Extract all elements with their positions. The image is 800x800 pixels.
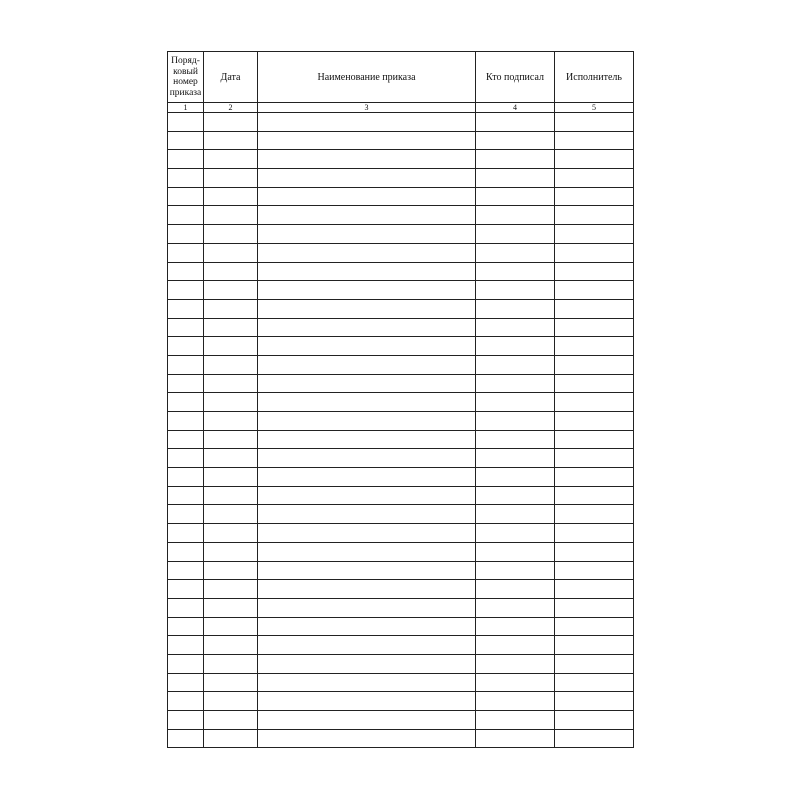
table-row: [168, 542, 634, 561]
table-cell: [476, 617, 555, 636]
table-row: [168, 374, 634, 393]
table-cell: [168, 636, 204, 655]
table-cell: [204, 374, 258, 393]
table-cell: [555, 524, 634, 543]
table-cell: [204, 486, 258, 505]
table-cell: [204, 449, 258, 468]
table-cell: [258, 187, 476, 206]
table-cell: [204, 150, 258, 169]
table-cell: [258, 355, 476, 374]
table-cell: [555, 206, 634, 225]
table-cell: [476, 355, 555, 374]
table-cell: [258, 318, 476, 337]
table-cell: [258, 449, 476, 468]
table-cell: [555, 729, 634, 748]
table-cell: [168, 692, 204, 711]
table-cell: [204, 524, 258, 543]
table-cell: [476, 654, 555, 673]
table-cell: [168, 598, 204, 617]
table-cell: [476, 262, 555, 281]
table-cell: [168, 225, 204, 244]
table-cell: [555, 580, 634, 599]
table-cell: [476, 412, 555, 431]
table-row: [168, 131, 634, 150]
table-cell: [476, 337, 555, 356]
header-row: [168, 52, 634, 103]
table-row: [168, 692, 634, 711]
table-cell: [204, 187, 258, 206]
table-cell: [204, 636, 258, 655]
table-cell: [168, 505, 204, 524]
header-order-name: Наименование приказа: [258, 52, 476, 103]
table-cell: [204, 673, 258, 692]
table-cell: [258, 131, 476, 150]
table-cell: [555, 355, 634, 374]
table-cell: [168, 318, 204, 337]
table-cell: [555, 113, 634, 132]
table-cell: [204, 206, 258, 225]
table-cell: [476, 299, 555, 318]
table-cell: [258, 617, 476, 636]
table-cell: [168, 524, 204, 543]
table-cell: [555, 598, 634, 617]
table-cell: [168, 169, 204, 188]
header-order-number: Поряд- ковый номер приказа: [168, 52, 204, 103]
table-cell: [555, 299, 634, 318]
table-cell: [555, 673, 634, 692]
table-cell: [204, 131, 258, 150]
table-cell: [168, 561, 204, 580]
table-cell: [476, 131, 555, 150]
table-row: [168, 206, 634, 225]
table-cell: [204, 468, 258, 487]
table-row: [168, 505, 634, 524]
table-cell: [476, 486, 555, 505]
table-cell: [258, 113, 476, 132]
table-cell: [168, 355, 204, 374]
table-cell: [204, 318, 258, 337]
table-cell: [258, 580, 476, 599]
header-date: Дата: [204, 52, 258, 103]
table-row: [168, 113, 634, 132]
table-cell: [476, 729, 555, 748]
table-cell: [168, 412, 204, 431]
table-cell: [555, 654, 634, 673]
table-row: [168, 262, 634, 281]
table-cell: [555, 636, 634, 655]
table-cell: [204, 654, 258, 673]
table-cell: [204, 243, 258, 262]
column-number: 5: [555, 103, 634, 113]
table-cell: [476, 150, 555, 169]
table-cell: [258, 393, 476, 412]
table-cell: [258, 654, 476, 673]
table-cell: [258, 169, 476, 188]
table-cell: [204, 113, 258, 132]
table-cell: [168, 617, 204, 636]
table-cell: [555, 281, 634, 300]
table-cell: [168, 673, 204, 692]
table-row: [168, 337, 634, 356]
table-row: [168, 673, 634, 692]
table-cell: [476, 169, 555, 188]
table-cell: [204, 580, 258, 599]
table-cell: [555, 225, 634, 244]
table-cell: [168, 150, 204, 169]
table-cell: [168, 262, 204, 281]
table-cell: [258, 598, 476, 617]
table-cell: [555, 542, 634, 561]
table-cell: [555, 150, 634, 169]
table-cell: [258, 243, 476, 262]
table-cell: [168, 299, 204, 318]
table-cell: [168, 729, 204, 748]
table-row: [168, 430, 634, 449]
table-cell: [258, 561, 476, 580]
table-cell: [168, 393, 204, 412]
table-cell: [476, 524, 555, 543]
table-cell: [168, 243, 204, 262]
orders-register-table: [167, 51, 634, 748]
table-cell: [258, 225, 476, 244]
table-cell: [204, 412, 258, 431]
table-cell: [204, 617, 258, 636]
table-cell: [476, 598, 555, 617]
table-row: [168, 468, 634, 487]
table-cell: [258, 430, 476, 449]
table-row: [168, 225, 634, 244]
table-cell: [258, 729, 476, 748]
table-row: [168, 449, 634, 468]
table-cell: [258, 505, 476, 524]
table-row: [168, 393, 634, 412]
table-cell: [258, 542, 476, 561]
table-cell: [168, 542, 204, 561]
table-cell: [204, 430, 258, 449]
table-cell: [476, 113, 555, 132]
table-cell: [168, 113, 204, 132]
table-cell: [204, 299, 258, 318]
column-number: 3: [258, 103, 476, 113]
table-cell: [204, 542, 258, 561]
table-cell: [258, 468, 476, 487]
table-cell: [476, 225, 555, 244]
table-row: [168, 729, 634, 748]
table-cell: [258, 692, 476, 711]
table-row: [168, 243, 634, 262]
table-cell: [258, 636, 476, 655]
table-cell: [204, 692, 258, 711]
table-row: [168, 711, 634, 730]
table-cell: [476, 374, 555, 393]
table-cell: [476, 243, 555, 262]
table-cell: [476, 393, 555, 412]
table-cell: [476, 505, 555, 524]
register-body: [168, 113, 634, 748]
table-cell: [168, 187, 204, 206]
table-cell: [258, 374, 476, 393]
table-cell: [258, 262, 476, 281]
table-row: [168, 636, 634, 655]
table-cell: [555, 374, 634, 393]
table-cell: [555, 262, 634, 281]
table-cell: [555, 711, 634, 730]
table-cell: [204, 393, 258, 412]
table-cell: [555, 243, 634, 262]
table-cell: [555, 412, 634, 431]
table-cell: [204, 225, 258, 244]
table-cell: [168, 449, 204, 468]
table-cell: [168, 486, 204, 505]
table-cell: [258, 673, 476, 692]
table-cell: [168, 374, 204, 393]
table-cell: [555, 449, 634, 468]
table-cell: [555, 131, 634, 150]
table-cell: [204, 337, 258, 356]
table-cell: [258, 150, 476, 169]
table-cell: [168, 468, 204, 487]
table-cell: [476, 449, 555, 468]
table-cell: [476, 542, 555, 561]
table-cell: [258, 206, 476, 225]
table-cell: [258, 711, 476, 730]
header-signed-by: Кто подписал: [476, 52, 555, 103]
table-cell: [555, 692, 634, 711]
table-cell: [258, 299, 476, 318]
table-row: [168, 654, 634, 673]
table-cell: [258, 337, 476, 356]
header-executor: Исполнитель: [555, 52, 634, 103]
table-cell: [476, 430, 555, 449]
table-cell: [168, 711, 204, 730]
table-cell: [476, 636, 555, 655]
table-cell: [204, 169, 258, 188]
table-cell: [258, 412, 476, 431]
table-cell: [476, 561, 555, 580]
table-cell: [168, 337, 204, 356]
table-row: [168, 524, 634, 543]
table-cell: [204, 281, 258, 300]
table-cell: [555, 337, 634, 356]
table-cell: [476, 468, 555, 487]
table-cell: [204, 711, 258, 730]
table-cell: [555, 617, 634, 636]
table-cell: [555, 318, 634, 337]
table-row: [168, 187, 634, 206]
column-number: 4: [476, 103, 555, 113]
table-cell: [555, 169, 634, 188]
table-row: [168, 617, 634, 636]
table-row: [168, 169, 634, 188]
table-cell: [168, 281, 204, 300]
table-cell: [476, 673, 555, 692]
table-cell: [555, 468, 634, 487]
table-row: [168, 486, 634, 505]
table-cell: [258, 486, 476, 505]
table-cell: [476, 206, 555, 225]
table-cell: [204, 262, 258, 281]
table-cell: [476, 187, 555, 206]
table-cell: [555, 187, 634, 206]
table-cell: [258, 524, 476, 543]
table-cell: [204, 598, 258, 617]
table-cell: [168, 430, 204, 449]
table-row: [168, 299, 634, 318]
column-number: 1: [168, 103, 204, 113]
table-cell: [555, 505, 634, 524]
table-cell: [168, 654, 204, 673]
table-cell: [476, 281, 555, 300]
table-cell: [555, 561, 634, 580]
table-row: [168, 561, 634, 580]
column-number-row: [168, 103, 634, 113]
table-cell: [476, 711, 555, 730]
table-cell: [204, 729, 258, 748]
table-cell: [258, 281, 476, 300]
table-cell: [204, 505, 258, 524]
table-cell: [555, 486, 634, 505]
table-cell: [555, 430, 634, 449]
table-row: [168, 318, 634, 337]
table-row: [168, 412, 634, 431]
table-row: [168, 281, 634, 300]
table-cell: [204, 355, 258, 374]
table-cell: [204, 561, 258, 580]
table-cell: [476, 580, 555, 599]
column-number: 2: [204, 103, 258, 113]
table-row: [168, 355, 634, 374]
table-cell: [168, 131, 204, 150]
table-cell: [168, 206, 204, 225]
table-row: [168, 598, 634, 617]
table-cell: [476, 318, 555, 337]
table-row: [168, 150, 634, 169]
table-row: [168, 580, 634, 599]
table-cell: [476, 692, 555, 711]
table-cell: [555, 393, 634, 412]
table-cell: [168, 580, 204, 599]
